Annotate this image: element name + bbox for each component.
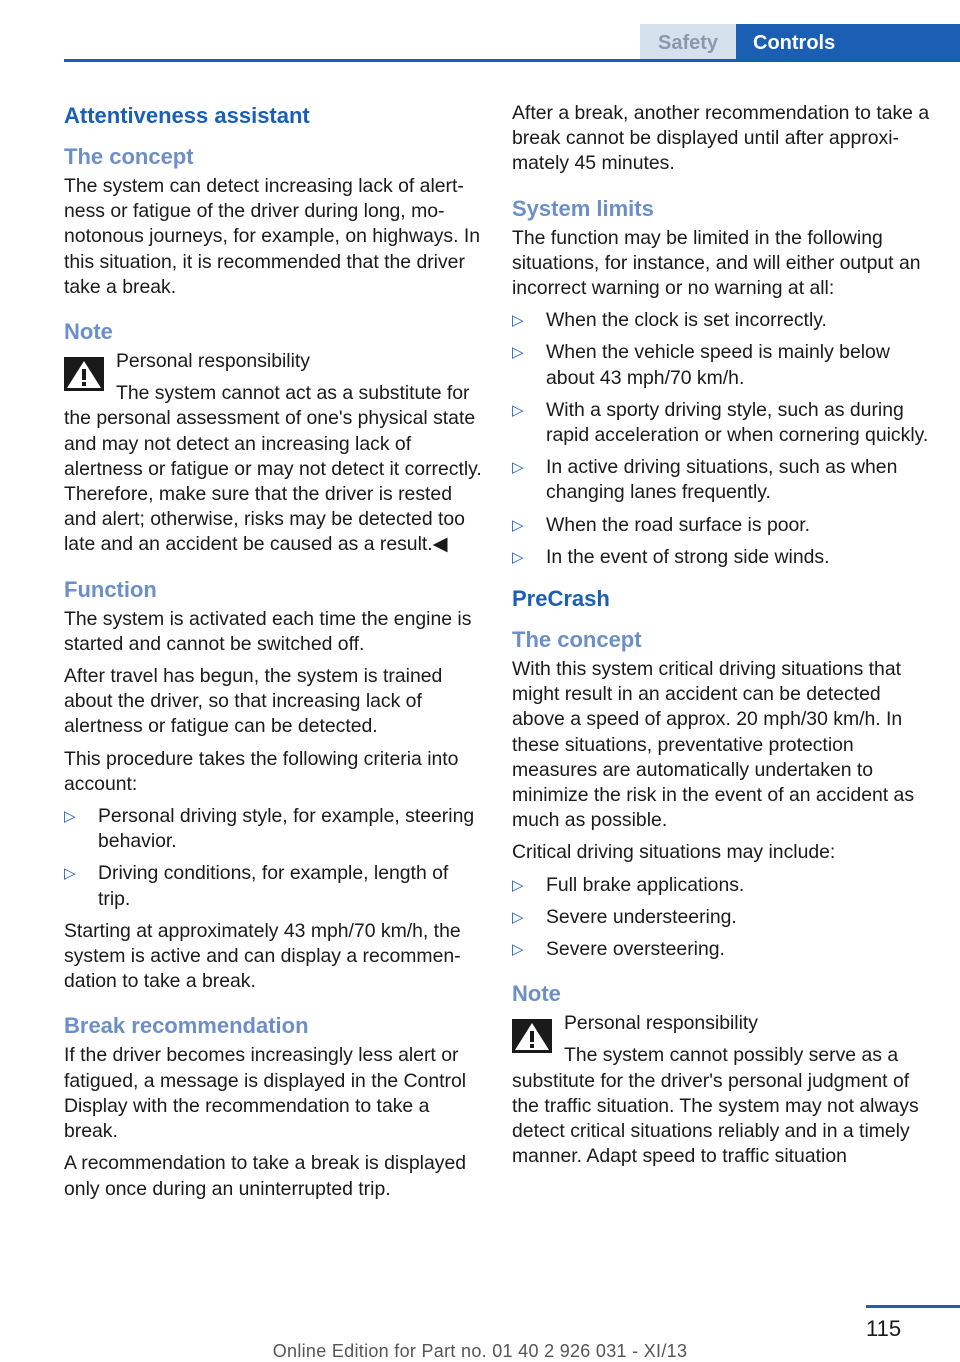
heading-note: Note [64,319,113,345]
footer-edition: Online Edition for Part no. 01 40 2 926 031 - XI/13 [272,1341,688,1361]
bullet-arrow-icon: ▷ [64,808,76,826]
heading-system-limits: System limits [512,195,654,221]
warning-note [64,349,484,558]
bullet-arrow-icon: ▷ [64,865,76,883]
function-text-3: This procedure takes the following criteria into account: [64,747,459,795]
concept-text: The system can detect increasing lack of alertness or fatigue of the driver during long, monotonous journeys, for example, on highways. In this situation, it is recommended that the driver take a break. [64,175,481,298]
bullet-arrow-icon: ▷ [512,516,524,534]
bullet-arrow-icon: ▷ [512,459,524,477]
function-text-1: The system is activated each time the engine is started and cannot be switched off. [64,607,472,655]
list-item: ▷ Severe understeering. [512,905,930,930]
bullet-arrow-icon: ▷ [512,548,524,566]
list-item: ▷ With a sporty driving style, such as during rapid acceleration or when cornering quickly. [512,398,929,447]
warning-triangle-icon [64,357,104,391]
list-item: ▷ When the road surface is poor. [512,513,930,538]
footer-rule [866,1305,960,1308]
bullet-arrow-icon: ▷ [512,941,524,959]
heading-function: Function [64,576,157,602]
page-number: 115 [866,1316,902,1341]
break-text-2: A recommendation to take a break is displayed only once during an uninterrupted trip. [64,1152,467,1200]
list-item: ▷ In active driving situations, such as when changing lanes frequently. [512,456,898,504]
bullet-arrow-icon: ▷ [512,312,524,330]
critical-text: Critical driving situations may include: [512,841,836,864]
break-text-1: If the driver becomes increasingly less alert or fatigued, a message is displayed in the Control Display with the recommendation to take a break. [64,1044,467,1143]
heading-break-recommendation: Break recommendation [64,1013,309,1039]
header-rule [64,59,960,62]
limits-list [512,308,930,570]
tab-controls[interactable]: Controls [736,24,960,62]
list-item: ▷ Driving conditions, for example, length of trip. [64,862,449,910]
warning-text: The system cannot possibly serve as a substitute for the driver's personal judgment of the traffic situation. The system may not always detect critical situations reliably and in a timely manner. Adapt speed to traffic situation [512,1044,919,1168]
warning-text: The system cannot act as a substitute for the personal assessment of one's physical state and may not detect an increasing lack of alertness or fatigue or may not detect it correctly. Therefore, make sure that the driver is rested and alert; otherwise, risks may be detected too late and an accident be caused as a result.◀ [64,382,482,556]
heading-concept: The concept [64,144,194,169]
criteria-list [64,804,484,912]
list-item: ▷ Severe oversteering. [512,937,930,962]
warning-title: Personal responsibility [116,350,311,373]
list-item: ▷ When the clock is set incorrectly. [512,308,930,333]
left-column [64,101,484,1209]
bullet-arrow-icon: ▷ [512,344,524,362]
function-text-4: Starting at approximately 43 mph/70 km/h, the system is active and can display a recommendation to take a break. [64,919,461,993]
section-title-attentiveness: Attentiveness assistant [64,103,310,128]
precrash-concept-text: With this system critical driving situations that might result in an accident can be detected above a speed of approx. 20 mph/30 km/h. In these situations, preventative protection measures are automatically undertaken to minimize the risk in the event of an accident as much as possible. [512,658,915,832]
bullet-arrow-icon: ▷ [512,401,524,419]
list-item: ▷ When the vehicle speed is mainly below about 43 mph/70 km/h. [512,341,890,389]
warning-triangle-icon [512,1019,552,1053]
limits-text: The function may be limited in the following situations, for instance, and will either output an incorrect warning or no warning at all: [512,226,921,300]
list-item: ▷ In the event of strong side winds. [512,545,930,570]
page-header [0,0,960,62]
warning-title: Personal responsibility [564,1012,759,1035]
section-title-precrash: PreCrash [512,586,610,612]
warning-note-precrash [512,1011,930,1169]
heading-concept-precrash: The concept [512,627,642,653]
bullet-arrow-icon: ▷ [512,876,524,894]
tab-safety[interactable]: Safety [640,24,736,62]
bullet-arrow-icon: ▷ [512,908,524,926]
list-item: ▷ Personal driving style, for example, steering behavior. [64,805,475,853]
function-text-2: After travel has begun, the system is trained about the driver, so that increasing lack of alertness or fatigue can be detected. [64,665,443,738]
heading-note-precrash: Note [512,981,561,1007]
critical-list [512,873,930,963]
right-column [512,101,930,1177]
list-item: ▷ Full brake applications. [512,873,930,898]
break-text-3: After a break, another recommendation to take a break cannot be displayed until after approximately 45 minutes. [512,102,930,175]
